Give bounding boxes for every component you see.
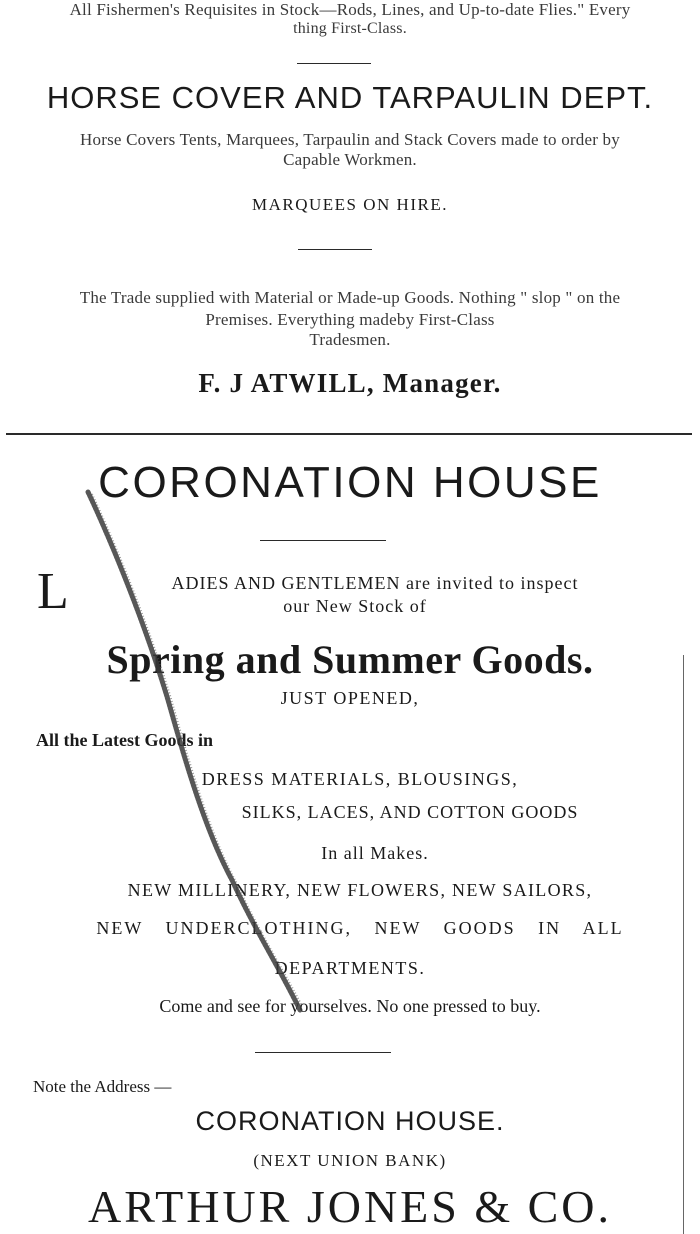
fishermen-line-2: thing First-Class.: [293, 20, 407, 37]
new-millinery: NEW MILLINERY, NEW FLOWERS, NEW SAILORS,: [127, 880, 593, 900]
next-union-bank: (NEXT UNION BANK): [253, 1151, 447, 1170]
horse-cover-line-2: Capable Workmen.: [283, 150, 417, 169]
just-opened: JUST OPENED,: [280, 688, 420, 708]
trade-line-2: Premises. Everything madeby First-Class: [205, 310, 495, 329]
latest-goods: All the Latest Goods in: [36, 730, 214, 750]
ladies-line-1: ADIES AND GENTLEMEN are invited to inspect: [171, 573, 579, 593]
coronation-house-title: CORONATION HOUSE: [98, 458, 602, 507]
divider-rule: [260, 540, 386, 541]
section-divider: [6, 433, 692, 435]
divider-rule: [255, 1052, 391, 1053]
horse-cover-line-1: Horse Covers Tents, Marquees, Tarpaulin and Stack Covers made to order by: [80, 130, 620, 149]
address-coronation-house: CORONATION HOUSE.: [195, 1106, 505, 1136]
fishermen-line-1: All Fishermen's Requisites in Stock—Rods, Lines, and Up-to-date Flies." Every: [69, 0, 631, 19]
divider-rule: [298, 249, 372, 250]
all-makes: In all Makes.: [321, 843, 429, 863]
trade-line-1: The Trade supplied with Material or Made-up Goods. Nothing " slop " on the: [79, 288, 621, 307]
new-underclothing: NEW UNDERCLOTHING, NEW GOODS IN ALL: [96, 918, 624, 938]
dress-materials: DRESS MATERIALS, BLOUSINGS,: [201, 769, 519, 789]
silks-laces: SILKS, LACES, AND COTTON GOODS: [241, 802, 579, 822]
trade-line-3: Tradesmen.: [309, 330, 391, 349]
divider-rule: [297, 63, 371, 64]
spring-summer-heading: Spring and Summer Goods.: [106, 637, 594, 682]
note-the-address: Note the Address —: [33, 1077, 172, 1096]
come-and-see: Come and see for yourselves. No one pressed to buy.: [159, 996, 541, 1016]
drop-cap: L: [37, 563, 69, 620]
firm-name: ARTHUR JONES & CO.: [87, 1181, 613, 1232]
marquees-on-hire: MARQUEES ON HIRE.: [252, 195, 448, 214]
horse-cover-heading: HORSE COVER AND TARPAULIN DEPT.: [46, 80, 654, 115]
ladies-line-2: our New Stock of: [283, 596, 427, 616]
departments: DEPARTMENTS.: [274, 958, 426, 978]
manager-signature: F. J ATWILL, Manager.: [198, 368, 502, 398]
page-edge-line: [683, 655, 684, 1234]
